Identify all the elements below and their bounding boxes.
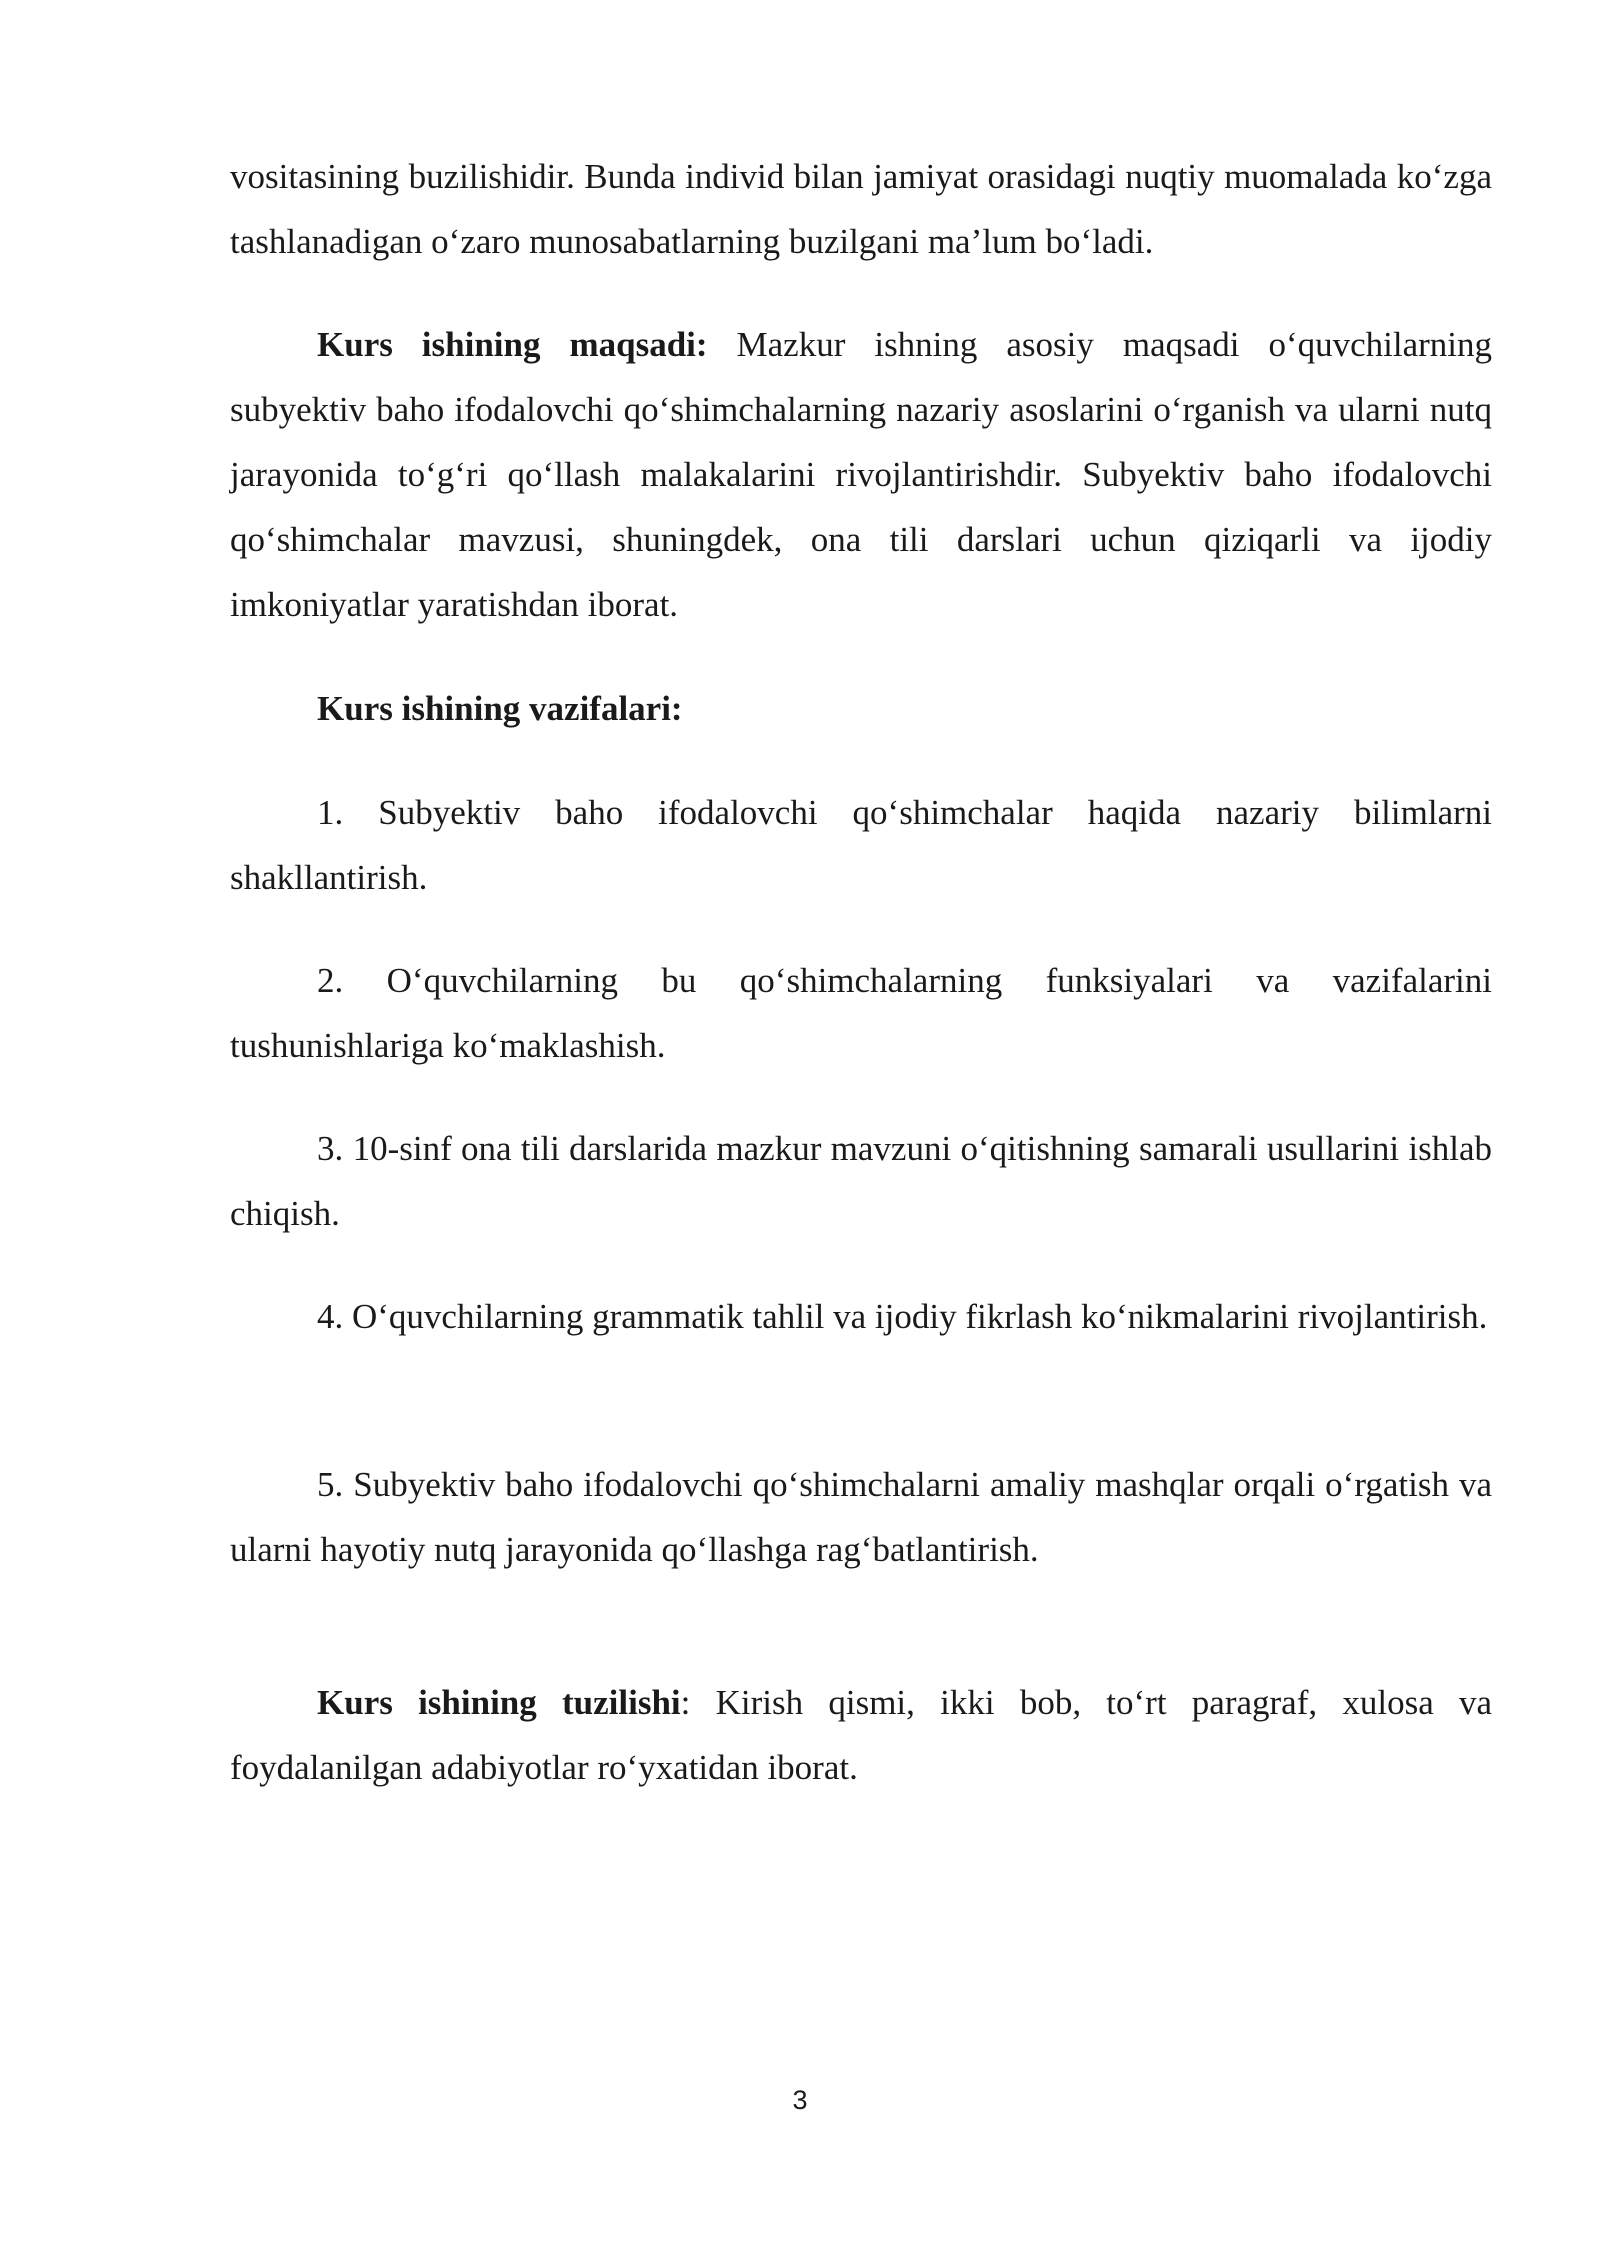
task-text: 4. O‘quvchilarning grammatik tahlil va ijodiy fikrlash ko‘nikmalarini rivojlantirish. (317, 1297, 1488, 1336)
paragraph-text: : Kirish qismi, ikki bob, to‘rt paragraf, xulosa va foydalanilgan adabiyotlar ro‘yxatidan iborat. (230, 1683, 1493, 1787)
task-text: 3. 10-sinf ona tili darslarida mazkur mavzuni o‘qitishning samarali usullarini ishlab chiqish. (230, 1129, 1492, 1233)
task-text: 5. Subyektiv baho ifodalovchi qo‘shimchalarni amaliy mashqlar orqali o‘rgatish va ularni hayotiy nutq jarayonida qo‘llashga rag‘batlantirish. (230, 1465, 1492, 1569)
task-text: 1. Subyektiv baho ifodalovchi qo‘shimchalar haqida nazariy bilimlarni shakllantirish. (230, 793, 1492, 897)
page-number: 3 (792, 2085, 808, 2115)
task-item-4 (230, 1284, 1492, 1349)
task-item-1 (230, 780, 1492, 910)
task-item-3 (230, 1116, 1492, 1246)
section-heading-tasks: Kurs ishining vazifalari: (317, 689, 683, 728)
paragraph-text: vositasining buzilishidir. Bunda individ bilan jamiyat orasidagi nuqtiy muomalada ko‘zga tashlanadigan o‘zaro munosabatlarning buzilgani ma’lum bo‘ladi. (230, 157, 1492, 261)
task-item-5 (230, 1452, 1492, 1582)
paragraph-tasks-heading (230, 676, 1492, 741)
paragraph-goal (230, 312, 1492, 637)
section-heading-structure: Kurs ishining tuzilishi (317, 1683, 681, 1722)
section-heading-goal: Kurs ishining maqsadi: (317, 325, 708, 364)
paragraph-continuation (230, 144, 1492, 274)
task-item-2 (230, 948, 1492, 1078)
paragraph-structure (230, 1670, 1492, 1800)
paragraph-text: Mazkur ishning asosiy maqsadi o‘quvchilarning subyektiv baho ifodalovchi qo‘shimchalarning nazariy asoslarini o‘rganish va ularni nutq jarayonida to‘g‘ri qo‘llash malakalarini rivojlantirishdir. Subyektiv baho ifodalovchi qo‘shimchalar mavzusi, shuningdek, ona tili darslari uchun qiziqarli va ijodiy imkoniyatlar yaratishdan iborat. (230, 325, 1492, 624)
task-text: 2. O‘quvchilarning bu qo‘shimchalarning funksiyalari va vazifalarini tushunishlariga ko‘maklashish. (230, 961, 1492, 1065)
